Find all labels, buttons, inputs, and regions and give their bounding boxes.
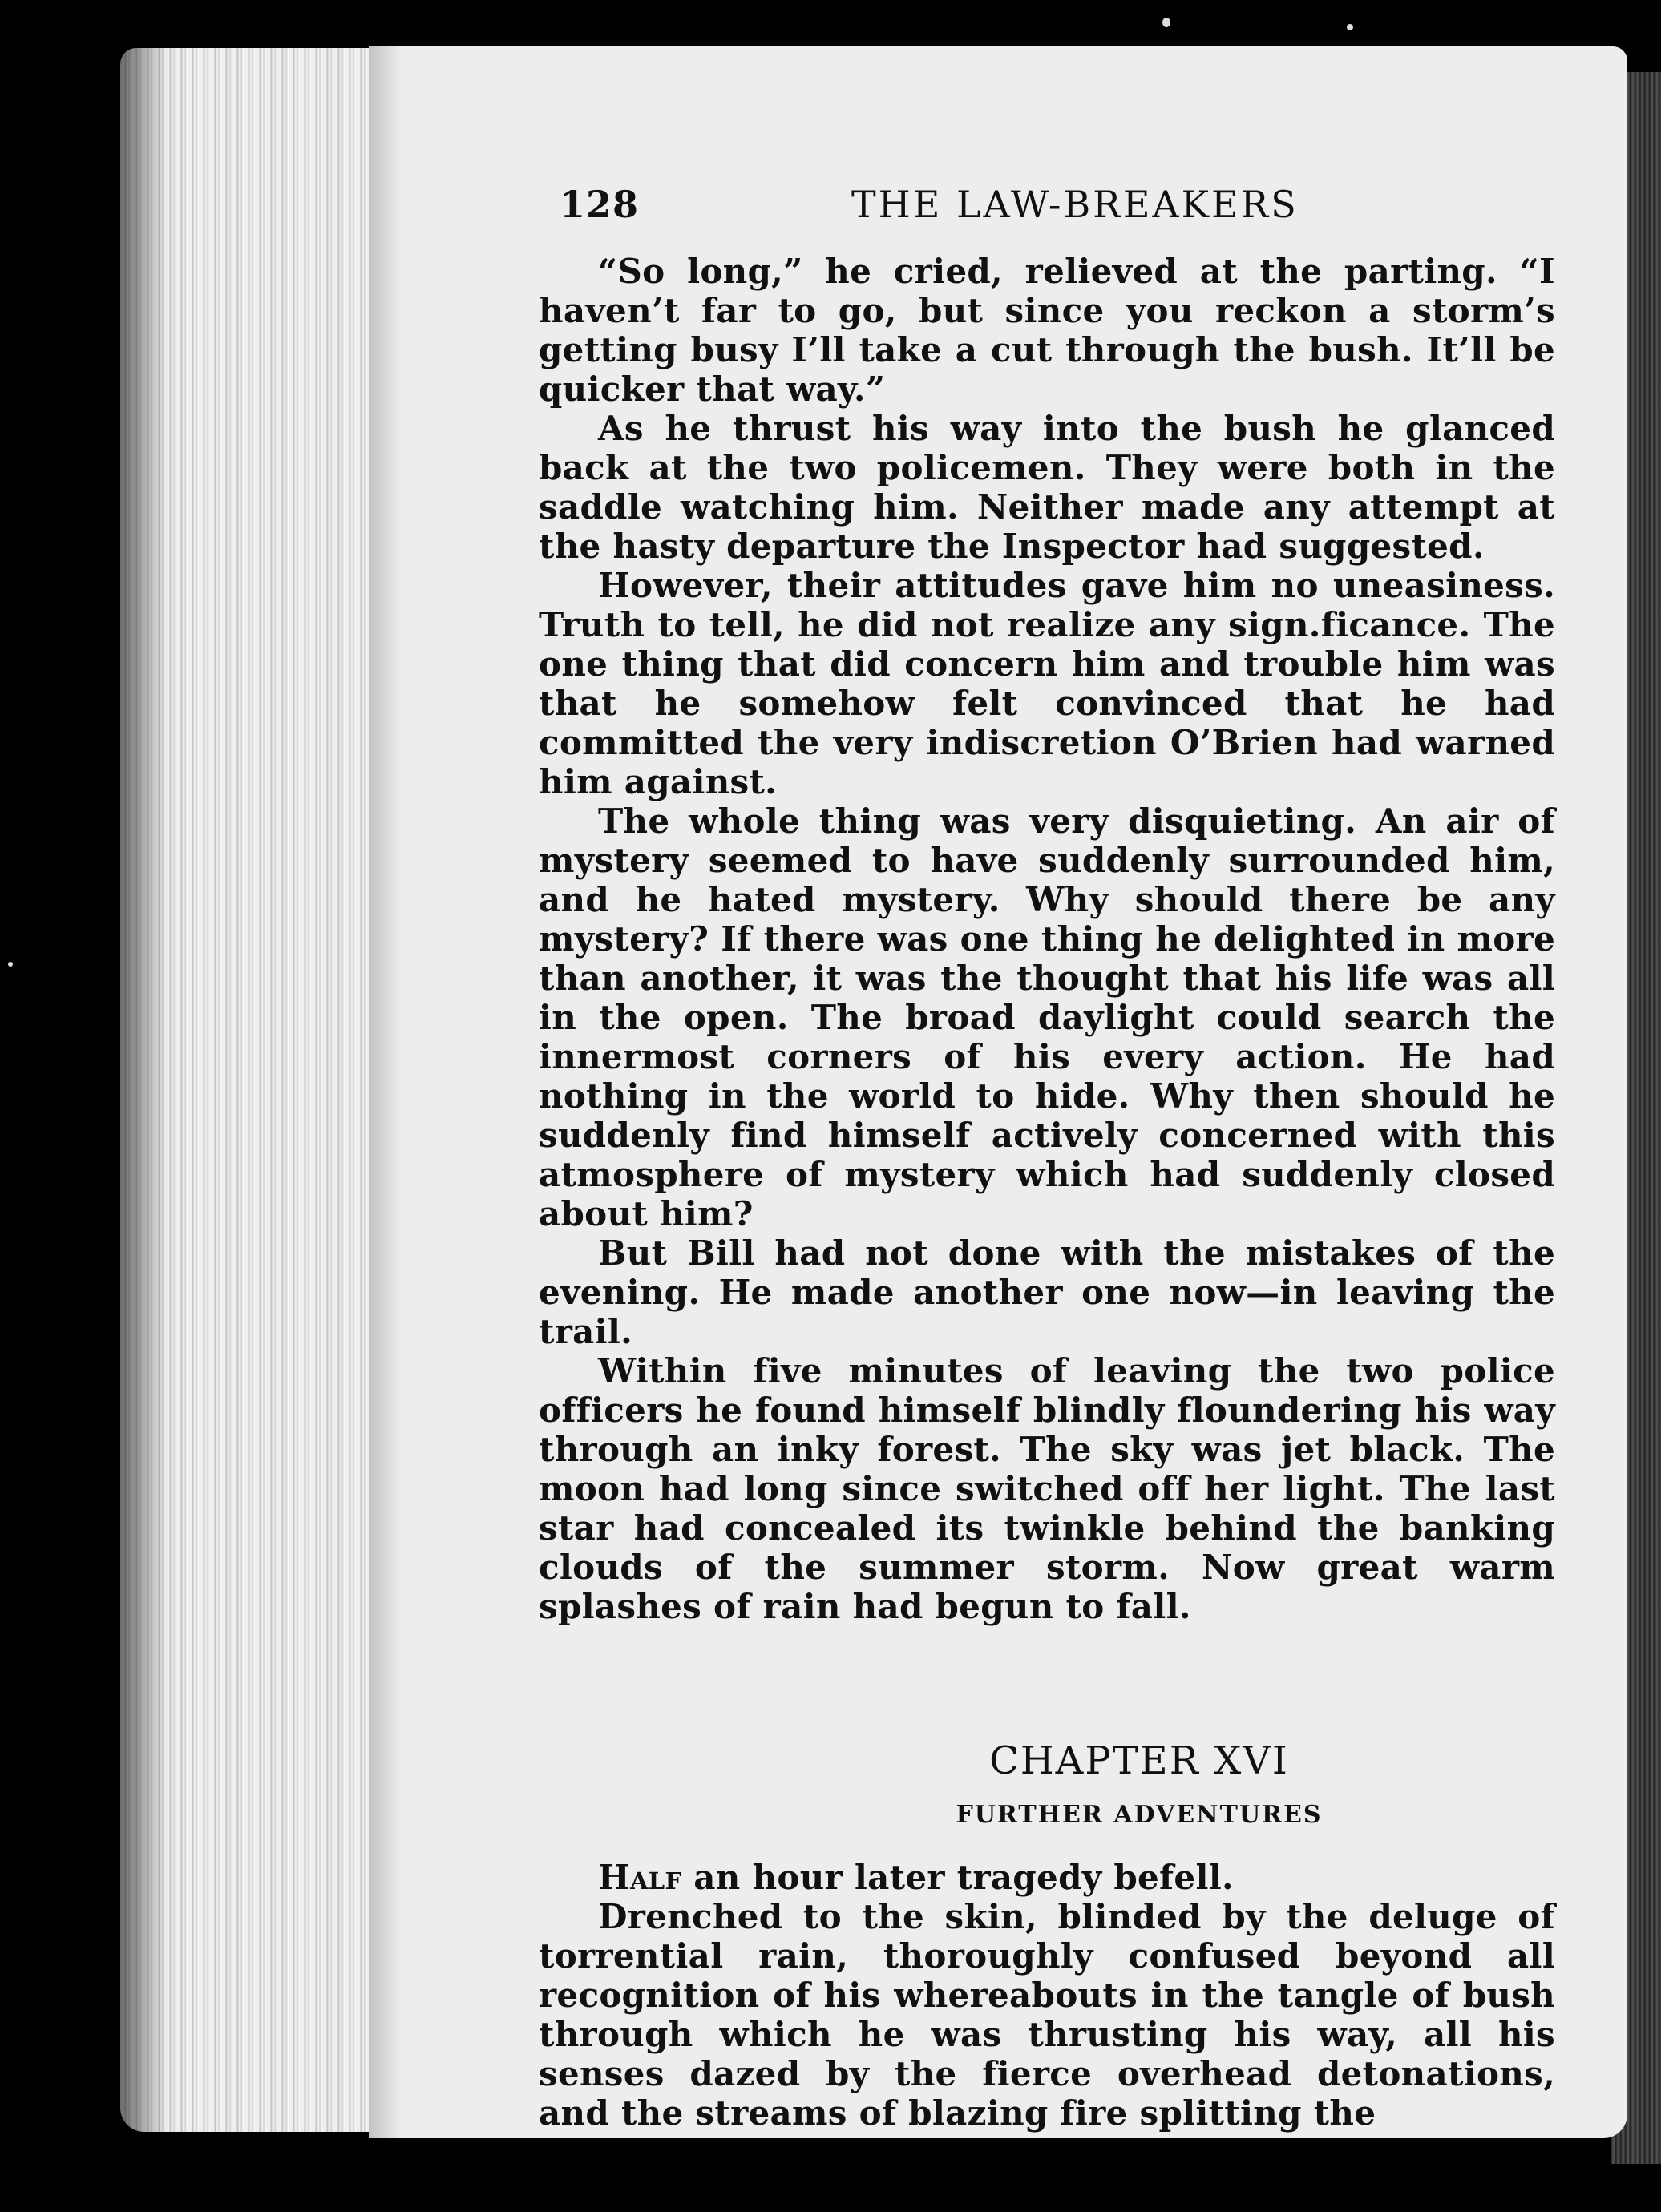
paragraph: But Bill had not done with the mistakes of the evening. He made another one now—in leaving the trail.	[539, 1233, 1555, 1351]
chapter-text	[539, 1858, 1555, 2133]
dust-speck	[1162, 18, 1170, 27]
running-title: THE LAW-BREAKERS	[851, 183, 1299, 226]
book-page-edges	[120, 48, 377, 2132]
dust-speck	[8, 962, 13, 967]
paragraph: However, their attitudes gave him no uneasiness. Truth to tell, he did not realize any sign.ficance. The one thing that did concern him and trouble him was that he somehow felt convinced that he had committed the very indiscretion O’Brien had warned him against.	[539, 566, 1555, 801]
paragraph: Drenched to the skin, blinded by the deluge of torrential rain, thoroughly confused beyond all recognition of his whereabouts in the tangle of bush through which he was thrusting his way, all his senses dazed by the fierce overhead detonations, and the streams of blazing fire splitting the	[539, 1897, 1555, 2133]
page-text-block	[539, 178, 1555, 2133]
paragraph: “So long,” he cried, relieved at the parting. “I haven’t far to go, but since you reckon a storm’s getting busy I’ll take a cut through the bush. It’ll be quicker that way.”	[539, 252, 1555, 409]
paragraph: As he thrust his way into the bush he glanced back at the two policemen. They were both in the saddle watching him. Neither made any attempt at the hasty departure the Inspector had suggested.	[539, 409, 1555, 566]
running-head	[539, 178, 1555, 234]
paragraph: Within five minutes of leaving the two police officers he found himself blindly floundering his way through an inky forest. The sky was jet black. The moon had long since switched off her light. The last star had concealed its twinkle behind the banking clouds of the summer storm. Now great warm splashes of rain had begun to fall.	[539, 1351, 1555, 1626]
chapter-first-paragraph-rest: an hour later tragedy befell.	[681, 1858, 1234, 1897]
paragraph: The whole thing was very disquieting. An air of mystery seemed to have suddenly surrounded him, and he hated mystery. Why should there be any mystery? If there was one thing he delighted in more than another, it was the thought that his life was all in the open. The broad daylight could search the innermost corners of his every action. He had nothing in the world to hide. Why then should he suddenly find himself actively concerned with this atmosphere of mystery which had suddenly closed about him?	[539, 801, 1555, 1233]
body-text	[539, 252, 1555, 1626]
dust-speck	[1347, 24, 1353, 30]
chapter-subtitle: FURTHER ADVENTURES	[956, 1801, 1323, 1829]
chapter-first-word: Half	[598, 1858, 682, 1897]
page-number: 128	[560, 183, 640, 226]
chapter-opening-paragraph	[539, 1858, 1555, 1897]
chapter-title: CHAPTER XVI	[989, 1738, 1289, 1783]
